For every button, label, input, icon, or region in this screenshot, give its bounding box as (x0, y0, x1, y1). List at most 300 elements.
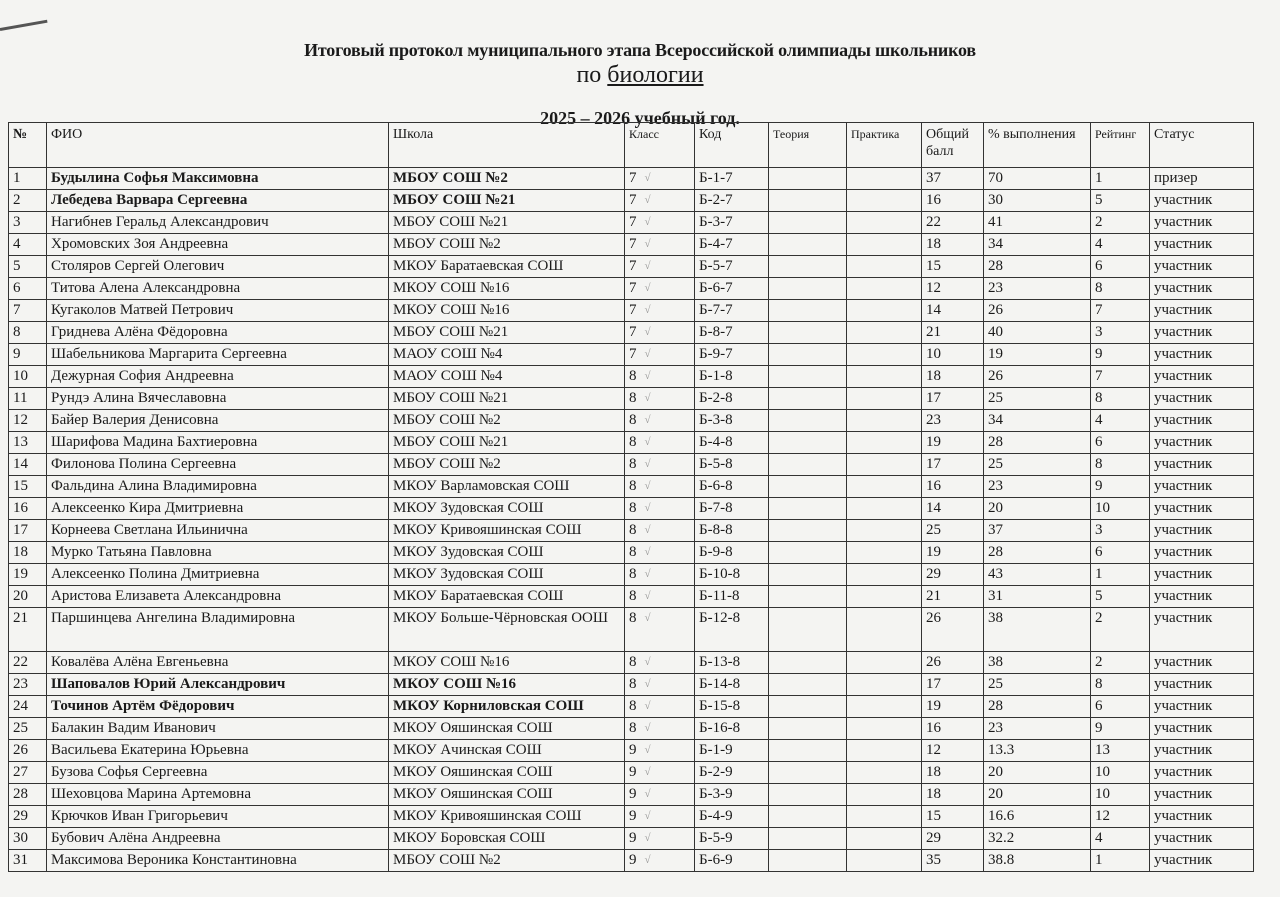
cell-number: 8 (9, 322, 47, 344)
cell-grade (625, 168, 695, 190)
cell-theory (769, 740, 847, 762)
grade-value: 9 (629, 742, 637, 758)
cell-grade (625, 300, 695, 322)
cell-percent: 28 (984, 432, 1091, 454)
cell-total: 25 (922, 520, 984, 542)
cell-percent: 28 (984, 256, 1091, 278)
cell-percent: 38 (984, 608, 1091, 652)
cell-rank: 9 (1091, 718, 1150, 740)
cell-rank: 1 (1091, 168, 1150, 190)
cell-total: 22 (922, 212, 984, 234)
cell-practice (847, 454, 922, 476)
cell-school: МКОУ Зудовская СОШ (389, 498, 625, 520)
cell-percent: 30 (984, 190, 1091, 212)
check-mark-icon: √ (644, 194, 651, 206)
grade-value: 8 (629, 544, 637, 560)
cell-status: участник (1150, 828, 1254, 850)
cell-code: Б-13-8 (695, 652, 769, 674)
cell-status: участник (1150, 784, 1254, 806)
cell-grade (625, 828, 695, 850)
cell-school: МКОУ Баратаевская СОШ (389, 586, 625, 608)
grade-value: 8 (629, 412, 637, 428)
cell-percent: 25 (984, 388, 1091, 410)
cell-practice (847, 806, 922, 828)
check-mark-icon: √ (644, 744, 651, 756)
cell-rank: 10 (1091, 784, 1150, 806)
cell-practice (847, 322, 922, 344)
table-row (9, 234, 1254, 256)
cell-percent: 43 (984, 564, 1091, 586)
check-mark-icon: √ (644, 524, 651, 536)
cell-code: Б-6-8 (695, 476, 769, 498)
grade-value: 8 (629, 478, 637, 494)
cell-school: МКОУ СОШ №16 (389, 652, 625, 674)
cell-number: 30 (9, 828, 47, 850)
table-row (9, 388, 1254, 410)
cell-grade (625, 498, 695, 520)
cell-rank: 5 (1091, 586, 1150, 608)
table-row (9, 344, 1254, 366)
cell-status: участник (1150, 696, 1254, 718)
cell-fio: Алексеенко Кира Дмитриевна (47, 498, 389, 520)
cell-theory (769, 212, 847, 234)
table-row (9, 762, 1254, 784)
cell-fio: Фальдина Алина Владимировна (47, 476, 389, 498)
check-mark-icon: √ (644, 854, 651, 866)
scan-mark (0, 20, 48, 31)
cell-code: Б-6-9 (695, 850, 769, 872)
cell-theory (769, 696, 847, 718)
grade-value: 8 (629, 588, 637, 604)
cell-total: 26 (922, 652, 984, 674)
cell-grade (625, 410, 695, 432)
check-mark-icon: √ (644, 480, 651, 492)
cell-theory (769, 168, 847, 190)
cell-school: МКОУ Варламовская СОШ (389, 476, 625, 498)
cell-status: участник (1150, 542, 1254, 564)
table-row (9, 740, 1254, 762)
col-header-theory: Теория (769, 123, 847, 168)
cell-status: призер (1150, 168, 1254, 190)
cell-grade (625, 740, 695, 762)
cell-grade (625, 432, 695, 454)
cell-school: МАОУ СОШ №4 (389, 344, 625, 366)
academic-year: 2025 – 2026 учебный год. (540, 108, 740, 128)
cell-total: 35 (922, 850, 984, 872)
cell-code: Б-2-7 (695, 190, 769, 212)
grade-value: 8 (629, 368, 637, 384)
cell-percent: 34 (984, 410, 1091, 432)
cell-status: участник (1150, 278, 1254, 300)
cell-practice (847, 410, 922, 432)
cell-percent: 20 (984, 498, 1091, 520)
cell-percent: 16.6 (984, 806, 1091, 828)
cell-fio: Шабельникова Маргарита Сергеевна (47, 344, 389, 366)
cell-percent: 37 (984, 520, 1091, 542)
cell-status: участник (1150, 608, 1254, 652)
cell-grade (625, 718, 695, 740)
cell-number: 28 (9, 784, 47, 806)
cell-number: 11 (9, 388, 47, 410)
cell-number: 17 (9, 520, 47, 542)
cell-rank: 6 (1091, 696, 1150, 718)
cell-number: 7 (9, 300, 47, 322)
grade-value: 9 (629, 764, 637, 780)
cell-rank: 2 (1091, 608, 1150, 652)
cell-grade (625, 476, 695, 498)
cell-school: МКОУ СОШ №16 (389, 300, 625, 322)
cell-fio: Филонова Полина Сергеевна (47, 454, 389, 476)
cell-rank: 4 (1091, 828, 1150, 850)
cell-theory (769, 564, 847, 586)
cell-percent: 13.3 (984, 740, 1091, 762)
cell-total: 18 (922, 366, 984, 388)
cell-number: 5 (9, 256, 47, 278)
cell-percent: 40 (984, 322, 1091, 344)
cell-total: 17 (922, 388, 984, 410)
cell-number: 16 (9, 498, 47, 520)
cell-rank: 10 (1091, 498, 1150, 520)
cell-school: МБОУ СОШ №21 (389, 212, 625, 234)
cell-school: МКОУ Зудовская СОШ (389, 542, 625, 564)
cell-rank: 2 (1091, 212, 1150, 234)
cell-school: МКОУ Больше-Чёрновская ООШ (389, 608, 625, 652)
col-header-code: Код (695, 123, 769, 168)
table-row (9, 300, 1254, 322)
table-row (9, 696, 1254, 718)
check-mark-icon: √ (644, 392, 651, 404)
check-mark-icon: √ (644, 458, 651, 470)
cell-code: Б-12-8 (695, 608, 769, 652)
cell-school: МКОУ СОШ №16 (389, 674, 625, 696)
grade-value: 8 (629, 654, 637, 670)
cell-school: МБОУ СОШ №2 (389, 850, 625, 872)
check-mark-icon: √ (644, 502, 651, 514)
check-mark-icon: √ (644, 678, 651, 690)
cell-school: МБОУ СОШ №21 (389, 190, 625, 212)
cell-number: 14 (9, 454, 47, 476)
grade-value: 9 (629, 852, 637, 868)
cell-number: 12 (9, 410, 47, 432)
cell-school: МБОУ СОШ №2 (389, 168, 625, 190)
cell-grade (625, 586, 695, 608)
cell-practice (847, 828, 922, 850)
grade-value: 8 (629, 434, 637, 450)
cell-fio: Кугаколов Матвей Петрович (47, 300, 389, 322)
cell-number: 2 (9, 190, 47, 212)
cell-code: Б-1-9 (695, 740, 769, 762)
cell-theory (769, 586, 847, 608)
check-mark-icon: √ (644, 348, 651, 360)
table-row (9, 278, 1254, 300)
cell-status: участник (1150, 762, 1254, 784)
cell-theory (769, 806, 847, 828)
cell-number: 10 (9, 366, 47, 388)
cell-rank: 3 (1091, 520, 1150, 542)
cell-number: 9 (9, 344, 47, 366)
cell-code: Б-7-7 (695, 300, 769, 322)
cell-practice (847, 234, 922, 256)
cell-fio: Ковалёва Алёна Евгеньевна (47, 652, 389, 674)
check-mark-icon: √ (644, 568, 651, 580)
cell-practice (847, 388, 922, 410)
cell-rank: 9 (1091, 344, 1150, 366)
cell-theory (769, 784, 847, 806)
cell-status: участник (1150, 300, 1254, 322)
col-header-grade: Класс (625, 123, 695, 168)
cell-status: участник (1150, 212, 1254, 234)
check-mark-icon: √ (644, 810, 651, 822)
cell-fio: Гриднева Алёна Фёдоровна (47, 322, 389, 344)
cell-rank: 6 (1091, 256, 1150, 278)
cell-practice (847, 256, 922, 278)
cell-number: 26 (9, 740, 47, 762)
check-mark-icon: √ (644, 282, 651, 294)
table-row (9, 608, 1254, 652)
cell-status: участник (1150, 718, 1254, 740)
cell-percent: 41 (984, 212, 1091, 234)
cell-status: участник (1150, 256, 1254, 278)
grade-value: 8 (629, 522, 637, 538)
grade-value: 8 (629, 698, 637, 714)
table-row (9, 850, 1254, 872)
cell-practice (847, 278, 922, 300)
cell-total: 19 (922, 542, 984, 564)
cell-status: участник (1150, 564, 1254, 586)
cell-number: 24 (9, 696, 47, 718)
cell-total: 12 (922, 278, 984, 300)
cell-grade (625, 784, 695, 806)
cell-grade (625, 608, 695, 652)
cell-number: 25 (9, 718, 47, 740)
cell-school: МКОУ Корниловская СОШ (389, 696, 625, 718)
cell-grade (625, 806, 695, 828)
check-mark-icon: √ (644, 326, 651, 338)
cell-total: 29 (922, 828, 984, 850)
cell-code: Б-15-8 (695, 696, 769, 718)
cell-practice (847, 432, 922, 454)
table-header-row (9, 123, 1254, 168)
cell-number: 1 (9, 168, 47, 190)
cell-practice (847, 542, 922, 564)
check-mark-icon: √ (644, 260, 651, 272)
table-row (9, 410, 1254, 432)
cell-grade (625, 542, 695, 564)
check-mark-icon: √ (644, 722, 651, 734)
cell-status: участник (1150, 388, 1254, 410)
cell-code: Б-10-8 (695, 564, 769, 586)
cell-fio: Точинов Артём Фёдорович (47, 696, 389, 718)
cell-school: МАОУ СОШ №4 (389, 366, 625, 388)
cell-number: 21 (9, 608, 47, 652)
cell-theory (769, 410, 847, 432)
cell-number: 18 (9, 542, 47, 564)
check-mark-icon: √ (644, 304, 651, 316)
cell-school: МКОУ Кривояшинская СОШ (389, 520, 625, 542)
cell-code: Б-4-8 (695, 432, 769, 454)
cell-practice (847, 696, 922, 718)
cell-theory (769, 828, 847, 850)
cell-rank: 8 (1091, 674, 1150, 696)
cell-school: МКОУ Ояшинская СОШ (389, 718, 625, 740)
cell-theory (769, 366, 847, 388)
col-header-practice: Практика (847, 123, 922, 168)
table-row (9, 564, 1254, 586)
cell-code: Б-4-7 (695, 234, 769, 256)
results-table (8, 122, 1254, 872)
cell-theory (769, 608, 847, 652)
cell-practice (847, 784, 922, 806)
cell-practice (847, 520, 922, 542)
cell-rank: 7 (1091, 300, 1150, 322)
document-subtitle (0, 62, 1280, 89)
cell-grade (625, 696, 695, 718)
table-row (9, 212, 1254, 234)
cell-status: участник (1150, 322, 1254, 344)
cell-fio: Столяров Сергей Олегович (47, 256, 389, 278)
table-row (9, 454, 1254, 476)
cell-fio: Шеховцова Марина Артемовна (47, 784, 389, 806)
grade-value: 9 (629, 786, 637, 802)
cell-practice (847, 300, 922, 322)
cell-code: Б-3-8 (695, 410, 769, 432)
col-header-total: Общий балл (922, 123, 984, 168)
cell-number: 19 (9, 564, 47, 586)
cell-percent: 28 (984, 542, 1091, 564)
cell-rank: 8 (1091, 388, 1150, 410)
cell-fio: Васильева Екатерина Юрьевна (47, 740, 389, 762)
table-row (9, 652, 1254, 674)
cell-fio: Алексеенко Полина Дмитриевна (47, 564, 389, 586)
table-row (9, 498, 1254, 520)
cell-rank: 10 (1091, 762, 1150, 784)
cell-number: 22 (9, 652, 47, 674)
subject-name: биологии (607, 62, 704, 88)
cell-number: 13 (9, 432, 47, 454)
cell-total: 14 (922, 498, 984, 520)
cell-school: МКОУ Кривояшинская СОШ (389, 806, 625, 828)
cell-rank: 8 (1091, 278, 1150, 300)
cell-code: Б-8-7 (695, 322, 769, 344)
col-header-fio: ФИО (47, 123, 389, 168)
cell-total: 19 (922, 696, 984, 718)
cell-code: Б-9-8 (695, 542, 769, 564)
cell-code: Б-3-9 (695, 784, 769, 806)
cell-theory (769, 718, 847, 740)
grade-value: 9 (629, 830, 637, 846)
cell-theory (769, 256, 847, 278)
cell-theory (769, 190, 847, 212)
col-header-school: Школа (389, 123, 625, 168)
cell-percent: 25 (984, 674, 1091, 696)
cell-theory (769, 432, 847, 454)
table-row (9, 520, 1254, 542)
cell-grade (625, 190, 695, 212)
cell-code: Б-8-8 (695, 520, 769, 542)
cell-practice (847, 740, 922, 762)
cell-number: 29 (9, 806, 47, 828)
table-row (9, 190, 1254, 212)
grade-value: 9 (629, 808, 637, 824)
cell-fio: Максимова Вероника Константиновна (47, 850, 389, 872)
cell-rank: 6 (1091, 542, 1150, 564)
grade-value: 7 (629, 302, 637, 318)
subtitle-prefix: по (576, 62, 608, 88)
grade-value: 8 (629, 390, 637, 406)
cell-fio: Лебедева Варвара Сергеевна (47, 190, 389, 212)
cell-total: 18 (922, 234, 984, 256)
cell-theory (769, 454, 847, 476)
cell-status: участник (1150, 366, 1254, 388)
cell-status: участник (1150, 410, 1254, 432)
table-row (9, 784, 1254, 806)
cell-number: 4 (9, 234, 47, 256)
cell-fio: Балакин Вадим Иванович (47, 718, 389, 740)
cell-percent: 23 (984, 476, 1091, 498)
table-row (9, 366, 1254, 388)
cell-percent: 38.8 (984, 850, 1091, 872)
table-row (9, 476, 1254, 498)
cell-total: 10 (922, 344, 984, 366)
cell-percent: 34 (984, 234, 1091, 256)
cell-fio: Корнеева Светлана Ильинична (47, 520, 389, 542)
cell-total: 21 (922, 586, 984, 608)
cell-practice (847, 674, 922, 696)
cell-total: 19 (922, 432, 984, 454)
cell-school: МКОУ Ачинская СОШ (389, 740, 625, 762)
cell-percent: 32.2 (984, 828, 1091, 850)
cell-practice (847, 564, 922, 586)
cell-grade (625, 520, 695, 542)
cell-rank: 1 (1091, 850, 1150, 872)
cell-rank: 7 (1091, 366, 1150, 388)
cell-practice (847, 850, 922, 872)
cell-percent: 23 (984, 718, 1091, 740)
col-header-status: Статус (1150, 123, 1254, 168)
cell-school: МБОУ СОШ №2 (389, 454, 625, 476)
cell-percent: 20 (984, 762, 1091, 784)
cell-fio: Шарифова Мадина Бахтиеровна (47, 432, 389, 454)
cell-grade (625, 212, 695, 234)
cell-theory (769, 652, 847, 674)
cell-fio: Дежурная София Андреевна (47, 366, 389, 388)
cell-grade (625, 278, 695, 300)
cell-total: 12 (922, 740, 984, 762)
document-title: Итоговый протокол муниципального этапа Всероссийской олимпиады школьников (304, 40, 976, 60)
cell-code: Б-2-8 (695, 388, 769, 410)
table-row (9, 168, 1254, 190)
cell-school: МБОУ СОШ №21 (389, 322, 625, 344)
cell-rank: 6 (1091, 432, 1150, 454)
grade-value: 7 (629, 346, 637, 362)
cell-theory (769, 542, 847, 564)
cell-practice (847, 586, 922, 608)
table-row (9, 674, 1254, 696)
cell-percent: 31 (984, 586, 1091, 608)
table-row (9, 542, 1254, 564)
cell-percent: 70 (984, 168, 1091, 190)
check-mark-icon: √ (644, 414, 651, 426)
cell-total: 15 (922, 806, 984, 828)
cell-total: 17 (922, 674, 984, 696)
table-row (9, 828, 1254, 850)
cell-status: участник (1150, 190, 1254, 212)
cell-school: МБОУ СОШ №21 (389, 432, 625, 454)
cell-fio: Шаповалов Юрий Александрович (47, 674, 389, 696)
cell-rank: 9 (1091, 476, 1150, 498)
cell-grade (625, 344, 695, 366)
cell-theory (769, 850, 847, 872)
